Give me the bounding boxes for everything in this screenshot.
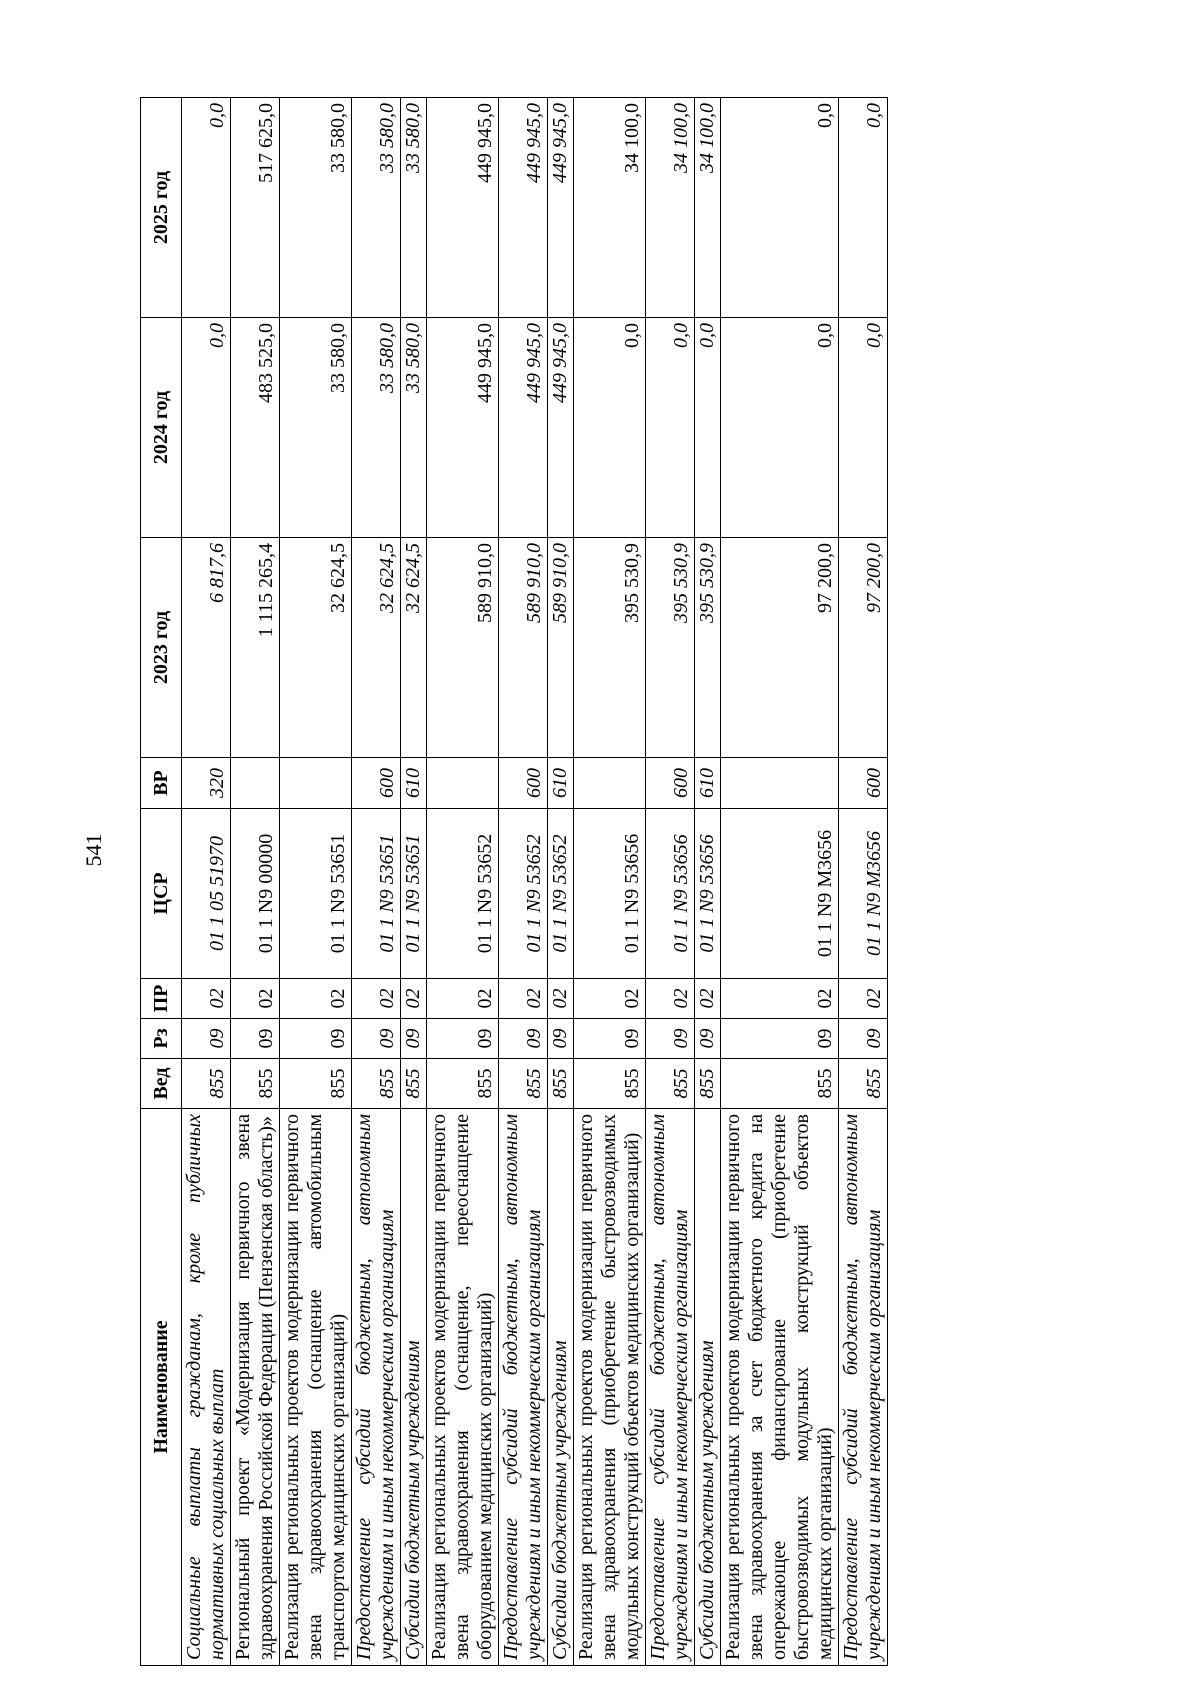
- cell-vr: 600: [499, 758, 548, 809]
- cell-name: Предоставление субсидий бюджетным, автономным учреждениям и иным некоммерческим организациям: [839, 1109, 888, 1666]
- cell-vr: 600: [839, 758, 888, 809]
- cell-csr: 01 1 N9 53651: [352, 809, 401, 979]
- cell-csr: 01 1 N9 53652: [548, 809, 574, 979]
- cell-vr: 600: [646, 758, 695, 809]
- cell-2025: 33 580,0: [352, 98, 401, 318]
- cell-name: Реализация региональных проектов модернизации первичного звена здравоохранения (оснащение автомобильным транспортом медицинских организаций): [280, 1109, 352, 1666]
- cell-2024: 483 525,0: [231, 318, 280, 538]
- cell-ved: 855: [352, 1059, 401, 1109]
- header-csr: ЦСР: [141, 809, 182, 979]
- cell-vr: [574, 758, 646, 809]
- table-row: [280, 98, 352, 1666]
- cell-rz: 09: [427, 1019, 499, 1059]
- cell-2024: 0,0: [574, 318, 646, 538]
- cell-ved: 855: [231, 1059, 280, 1109]
- cell-2025: 449 945,0: [427, 98, 499, 318]
- cell-rz: 09: [231, 1019, 280, 1059]
- cell-ved: 855: [499, 1059, 548, 1109]
- cell-2023: 32 624,5: [280, 538, 352, 758]
- cell-2024: 449 945,0: [548, 318, 574, 538]
- cell-2023: 97 200,0: [721, 538, 839, 758]
- table-row: [352, 98, 401, 1666]
- cell-2023: 589 910,0: [548, 538, 574, 758]
- cell-rz: 09: [574, 1019, 646, 1059]
- cell-csr: 01 1 N9 53656: [695, 809, 721, 979]
- cell-2025: 0,0: [182, 98, 231, 318]
- cell-2024: 0,0: [695, 318, 721, 538]
- cell-vr: 610: [695, 758, 721, 809]
- cell-2023: 1 115 265,4: [231, 538, 280, 758]
- cell-2024: 0,0: [721, 318, 839, 538]
- cell-2025: 34 100,0: [574, 98, 646, 318]
- page-number: 541: [81, 833, 106, 867]
- cell-2025: 33 580,0: [280, 98, 352, 318]
- cell-pr: 02: [646, 979, 695, 1019]
- cell-2025: 0,0: [839, 98, 888, 318]
- table-row: [182, 98, 231, 1666]
- header-ved: Вед: [141, 1059, 182, 1109]
- table-row: [721, 98, 839, 1666]
- cell-csr: 01 1 N9 53651: [401, 809, 427, 979]
- cell-csr: 01 1 N9 53652: [499, 809, 548, 979]
- cell-2025: 449 945,0: [499, 98, 548, 318]
- cell-2023: 97 200,0: [839, 538, 888, 758]
- cell-rz: 09: [401, 1019, 427, 1059]
- table-row: [231, 98, 280, 1666]
- cell-ved: 855: [695, 1059, 721, 1109]
- cell-ved: 855: [182, 1059, 231, 1109]
- cell-pr: 02: [352, 979, 401, 1019]
- cell-ved: 855: [839, 1059, 888, 1109]
- budget-table: [140, 97, 888, 1666]
- header-pr: ПР: [141, 979, 182, 1019]
- cell-rz: 09: [280, 1019, 352, 1059]
- cell-2024: 449 945,0: [499, 318, 548, 538]
- cell-name: Реализация региональных проектов модернизации первичного звена здравоохранения (приобретение быстровозводимых модульных конструкций объектов медицинских организаций): [574, 1109, 646, 1666]
- cell-csr: 01 1 N9 53652: [427, 809, 499, 979]
- cell-2023: 32 624,5: [401, 538, 427, 758]
- table-row: [646, 98, 695, 1666]
- cell-2024: 0,0: [839, 318, 888, 538]
- cell-rz: 09: [352, 1019, 401, 1059]
- cell-csr: 01 1 05 51970: [182, 809, 231, 979]
- cell-ved: 855: [280, 1059, 352, 1109]
- cell-csr: 01 1 N9 53651: [280, 809, 352, 979]
- cell-vr: [721, 758, 839, 809]
- cell-2023: 395 530,9: [646, 538, 695, 758]
- cell-name: Субсидии бюджетным учреждениям: [548, 1109, 574, 1666]
- cell-2025: 34 100,0: [646, 98, 695, 318]
- cell-rz: 09: [721, 1019, 839, 1059]
- cell-name: Реализация региональных проектов модернизации первичного звена здравоохранения за счет бюджетного кредита на опережающее финансирование (приобретение быстровозводимых модульных конструкций объектов медицинских организаций): [721, 1109, 839, 1666]
- cell-rz: 09: [548, 1019, 574, 1059]
- cell-2024: 449 945,0: [427, 318, 499, 538]
- header-rz: Рз: [141, 1019, 182, 1059]
- header-2025: 2025 год: [141, 98, 182, 318]
- cell-name: Предоставление субсидий бюджетным, автономным учреждениям и иным некоммерческим организациям: [646, 1109, 695, 1666]
- cell-ved: 855: [548, 1059, 574, 1109]
- cell-ved: 855: [721, 1059, 839, 1109]
- cell-2025: 33 580,0: [401, 98, 427, 318]
- cell-vr: [231, 758, 280, 809]
- cell-pr: 02: [427, 979, 499, 1019]
- cell-pr: 02: [499, 979, 548, 1019]
- cell-rz: 09: [646, 1019, 695, 1059]
- table-row: [401, 98, 427, 1666]
- cell-2024: 33 580,0: [352, 318, 401, 538]
- cell-ved: 855: [427, 1059, 499, 1109]
- cell-csr: 01 1 N9 М3656: [839, 809, 888, 979]
- cell-pr: 02: [574, 979, 646, 1019]
- rotated-table-container: [140, 98, 1072, 1666]
- cell-2023: 589 910,0: [427, 538, 499, 758]
- cell-2023: 395 530,9: [574, 538, 646, 758]
- cell-name: Региональный проект «Модернизация первичного звена здравоохранения Российской Федерации (Пензенская область)»: [231, 1109, 280, 1666]
- cell-2024: 0,0: [182, 318, 231, 538]
- cell-pr: 02: [721, 979, 839, 1019]
- cell-pr: 02: [695, 979, 721, 1019]
- cell-rz: 09: [499, 1019, 548, 1059]
- cell-csr: 01 1 N9 М3656: [721, 809, 839, 979]
- cell-pr: 02: [401, 979, 427, 1019]
- cell-2023: 6 817,6: [182, 538, 231, 758]
- cell-2024: 0,0: [646, 318, 695, 538]
- cell-vr: [427, 758, 499, 809]
- cell-vr: 600: [352, 758, 401, 809]
- header-2024: 2024 год: [141, 318, 182, 538]
- cell-2023: 589 910,0: [499, 538, 548, 758]
- table-row: [695, 98, 721, 1666]
- cell-2024: 33 580,0: [280, 318, 352, 538]
- cell-name: Социальные выплаты гражданам, кроме публичных нормативных социальных выплат: [182, 1109, 231, 1666]
- cell-2025: 0,0: [721, 98, 839, 318]
- cell-name: Предоставление субсидий бюджетным, автономным учреждениям и иным некоммерческим организациям: [499, 1109, 548, 1666]
- table-row: [839, 98, 888, 1666]
- cell-ved: 855: [401, 1059, 427, 1109]
- cell-name: Субсидии бюджетным учреждениям: [401, 1109, 427, 1666]
- cell-2023: 395 530,9: [695, 538, 721, 758]
- table-row: [499, 98, 548, 1666]
- table-header-row: [141, 98, 182, 1666]
- cell-vr: [280, 758, 352, 809]
- header-name: Наименование: [141, 1109, 182, 1666]
- cell-vr: 320: [182, 758, 231, 809]
- cell-name: Субсидии бюджетным учреждениям: [695, 1109, 721, 1666]
- cell-ved: 855: [574, 1059, 646, 1109]
- cell-2025: 34 100,0: [695, 98, 721, 318]
- cell-rz: 09: [695, 1019, 721, 1059]
- table-row: [574, 98, 646, 1666]
- cell-name: Реализация региональных проектов модернизации первичного звена здравоохранения (оснащение, переоснащение оборудованием медицинских организаций): [427, 1109, 499, 1666]
- table-row: [427, 98, 499, 1666]
- cell-2024: 33 580,0: [401, 318, 427, 538]
- cell-ved: 855: [646, 1059, 695, 1109]
- cell-2023: 32 624,5: [352, 538, 401, 758]
- cell-pr: 02: [182, 979, 231, 1019]
- cell-pr: 02: [839, 979, 888, 1019]
- cell-pr: 02: [548, 979, 574, 1019]
- cell-csr: 01 1 N9 53656: [574, 809, 646, 979]
- cell-2025: 517 625,0: [231, 98, 280, 318]
- cell-csr: 01 1 N9 53656: [646, 809, 695, 979]
- header-vr: ВР: [141, 758, 182, 809]
- cell-rz: 09: [839, 1019, 888, 1059]
- header-2023: 2023 год: [141, 538, 182, 758]
- cell-2025: 449 945,0: [548, 98, 574, 318]
- cell-csr: 01 1 N9 00000: [231, 809, 280, 979]
- cell-name: Предоставление субсидий бюджетным, автономным учреждениям и иным некоммерческим организациям: [352, 1109, 401, 1666]
- cell-pr: 02: [231, 979, 280, 1019]
- cell-pr: 02: [280, 979, 352, 1019]
- table-row: [548, 98, 574, 1666]
- cell-vr: 610: [401, 758, 427, 809]
- cell-rz: 09: [182, 1019, 231, 1059]
- cell-vr: 610: [548, 758, 574, 809]
